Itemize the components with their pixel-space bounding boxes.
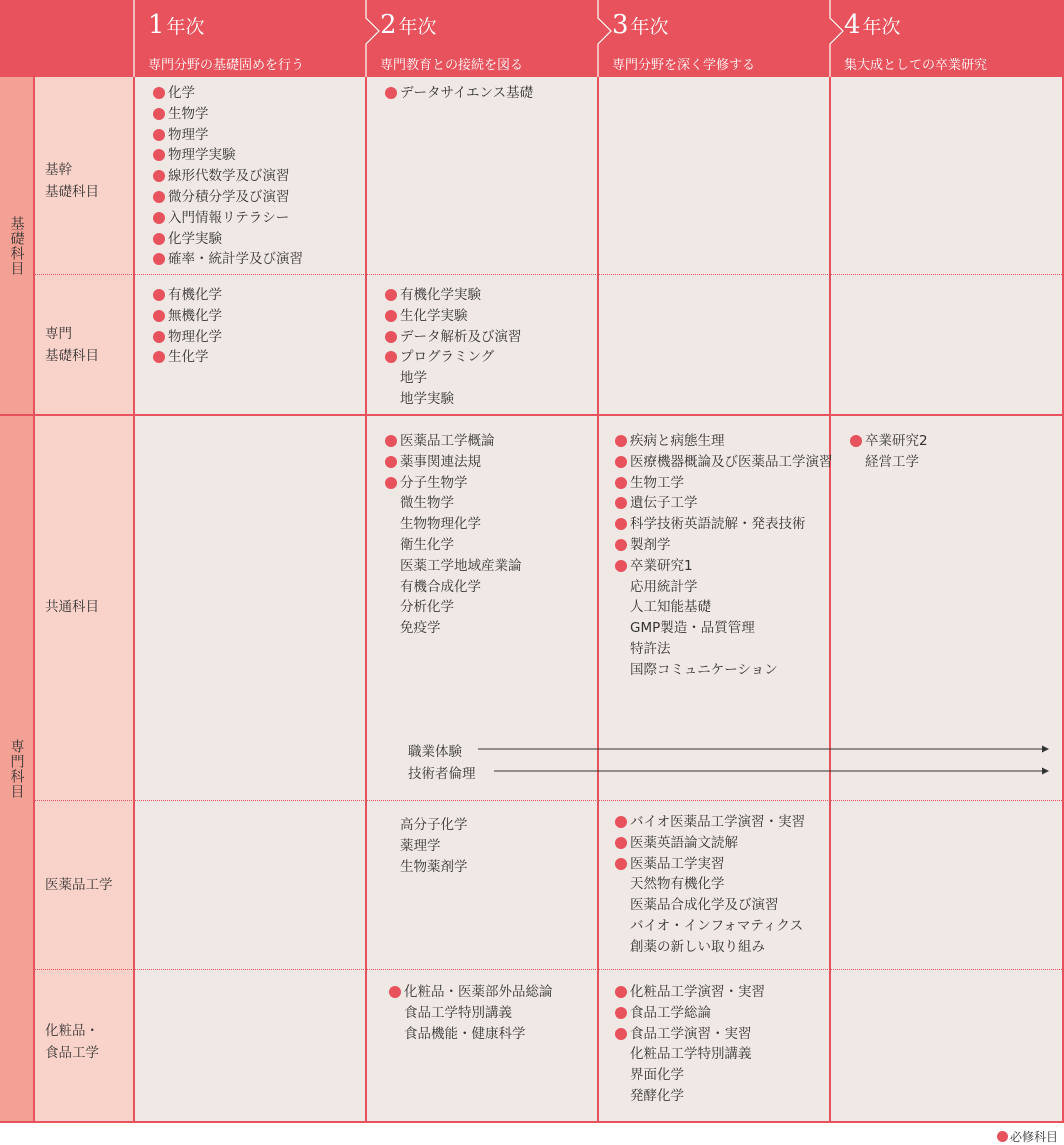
course-list	[152, 83, 303, 270]
required-course-item: 物理学	[152, 125, 303, 146]
course-item: 発酵化学	[630, 1087, 684, 1104]
course-list	[614, 982, 765, 1107]
subcategory-keshohin: 化粧品・ 食品工学	[45, 1023, 99, 1061]
course-item: 食品機能・健康科学	[404, 1025, 526, 1042]
course-item: 生物薬剤学	[400, 858, 468, 875]
year-3-header	[598, 0, 830, 77]
year-number: 3	[612, 10, 629, 40]
course-item: 地学	[400, 370, 427, 387]
course-item: 微生物学	[400, 495, 454, 512]
required-course-item: 微分積分学及び演習	[152, 187, 303, 208]
year-unit: 年次	[862, 16, 901, 38]
subcategory-senmon-kiso: 専門 基礎科目	[45, 326, 99, 364]
required-course-item: 遺伝子工学	[614, 493, 833, 514]
course-item: 国際コミュニケーション	[630, 661, 778, 678]
course-list	[388, 982, 553, 1044]
required-course-item: 確率・統計学及び演習	[152, 249, 303, 270]
course-item: 食品工学特別講義	[404, 1004, 512, 1021]
subcategory-kyotsu: 共通科目	[45, 599, 99, 615]
course-item: 地学実験	[400, 390, 454, 407]
legend	[997, 1128, 1058, 1145]
required-course-item: 卒業研究1	[614, 556, 833, 577]
year-subtitle: 専門教育との接続を図る	[380, 58, 524, 73]
arrow-course-label: 職業体験	[408, 744, 462, 760]
divider	[597, 77, 599, 1123]
subcategory-column	[33, 77, 134, 1123]
course-item: 応用統計学	[630, 578, 698, 595]
category-basic	[0, 77, 33, 415]
course-item: 医薬品合成化学及び演習	[630, 897, 779, 914]
year-unit: 年次	[398, 16, 437, 38]
course-item: 医薬工学地域産業論	[400, 557, 522, 574]
year-number: 2	[380, 10, 397, 40]
course-item: 人工知能基礎	[630, 599, 711, 616]
required-course-item: 食品工学総論	[614, 1003, 765, 1024]
arrow-course-label: 技術者倫理	[408, 766, 476, 782]
chevron-separator-icon	[365, 0, 387, 77]
course-item: 衛生化学	[400, 536, 454, 553]
section-divider	[0, 414, 1064, 416]
required-course-item: 食品工学演習・実習	[614, 1024, 765, 1045]
arrow-right-icon	[494, 764, 1050, 778]
required-course-item: 生化学	[152, 347, 222, 368]
course-list	[849, 431, 928, 473]
arrow-course-rinri	[408, 762, 476, 782]
required-course-item: 医薬品工学概論	[384, 431, 522, 452]
required-course-item: バイオ医薬品工学演習・実習	[614, 812, 805, 833]
required-course-item: 生物工学	[614, 473, 833, 494]
course-item: 天然物有機化学	[630, 876, 725, 893]
year-header	[0, 0, 1064, 77]
required-course-item: 生物学	[152, 104, 303, 125]
course-list	[384, 815, 468, 877]
required-course-item: 製剤学	[614, 535, 833, 556]
course-item: バイオ・インフォマティクス	[630, 917, 804, 934]
course-list	[152, 285, 222, 368]
year-number: 1	[148, 10, 165, 40]
required-course-item: 薬事関連法規	[384, 452, 522, 473]
required-course-item: 化粧品・医薬部外品総論	[388, 982, 553, 1003]
arrow-course-shokugyo	[408, 740, 462, 760]
subcategory-iyakuhin: 医薬品工学	[45, 877, 113, 893]
year-subtitle: 集大成としての卒業研究	[844, 58, 988, 73]
course-item: 経営工学	[865, 453, 919, 470]
required-course-item: 化学	[152, 83, 303, 104]
course-list	[384, 285, 522, 410]
required-course-item: 卒業研究2	[849, 431, 928, 452]
dotted-divider	[33, 274, 1064, 275]
course-item: 化粧品工学特別講義	[630, 1046, 752, 1063]
required-course-item: 化粧品工学演習・実習	[614, 982, 765, 1003]
course-item: 分析化学	[400, 599, 454, 616]
subcategory-kikan: 基幹 基礎科目	[45, 162, 99, 200]
year-number: 4	[844, 10, 861, 40]
course-list	[384, 431, 522, 639]
required-course-item: 科学技術英語読解・発表技術	[614, 514, 833, 535]
required-course-item: データサイエンス基礎	[384, 83, 533, 104]
year-1-header	[134, 0, 366, 77]
course-item: 有機合成化学	[400, 578, 481, 595]
required-course-item: 医薬品工学実習	[614, 854, 805, 875]
course-item: GMP製造・品質管理	[630, 620, 755, 637]
required-course-item: プログラミング	[384, 347, 522, 368]
chevron-separator-icon	[829, 0, 851, 77]
course-item: 生物物理化学	[400, 516, 481, 533]
required-course-item: 入門情報リテラシー	[152, 208, 303, 229]
required-course-item: 疾病と病態生理	[614, 431, 833, 452]
course-item: 創薬の新しい取り組み	[630, 938, 765, 955]
course-list	[384, 83, 533, 104]
required-course-item: 有機化学実験	[384, 285, 522, 306]
year-subtitle: 専門分野を深く学修する	[612, 58, 756, 73]
category-label: 専門科目	[8, 739, 25, 799]
course-item: 特許法	[630, 640, 671, 657]
required-course-item: 物理学実験	[152, 145, 303, 166]
required-course-item: 医薬英語論文読解	[614, 833, 805, 854]
course-item: 免疫学	[400, 620, 441, 637]
required-course-item: 化学実験	[152, 229, 303, 250]
divider	[365, 77, 367, 1123]
category-label: 基礎科目	[8, 216, 25, 276]
required-course-item: 医療機器概論及び医薬品工学演習	[614, 452, 833, 473]
divider	[33, 77, 35, 1123]
required-course-item: データ解析及び演習	[384, 327, 522, 348]
required-course-item: 分子生物学	[384, 473, 522, 494]
required-course-item: 線形代数学及び演習	[152, 166, 303, 187]
required-dot-icon	[997, 1131, 1008, 1142]
required-course-item: 生化学実験	[384, 306, 522, 327]
required-course-item: 物理化学	[152, 327, 222, 348]
required-course-item: 無機化学	[152, 306, 222, 327]
year-2-header	[366, 0, 598, 77]
chevron-separator-icon	[133, 0, 155, 77]
year-unit: 年次	[630, 16, 669, 38]
year-4-header	[830, 0, 1064, 77]
dotted-divider	[33, 969, 1064, 970]
year-subtitle: 専門分野の基礎固めを行う	[148, 58, 305, 73]
bottom-border	[0, 1121, 1064, 1123]
course-item: 界面化学	[630, 1067, 684, 1084]
divider	[133, 77, 135, 1123]
course-list	[614, 812, 805, 958]
dotted-divider	[33, 800, 1064, 801]
year-unit: 年次	[166, 16, 205, 38]
course-item: 高分子化学	[400, 817, 468, 833]
course-list	[614, 431, 833, 681]
category-specialized	[0, 415, 33, 1123]
chevron-separator-icon	[597, 0, 619, 77]
course-item: 薬理学	[400, 837, 441, 854]
arrow-right-icon	[478, 742, 1050, 756]
required-course-item: 有機化学	[152, 285, 222, 306]
legend-label: 必修科目	[1009, 1130, 1058, 1144]
